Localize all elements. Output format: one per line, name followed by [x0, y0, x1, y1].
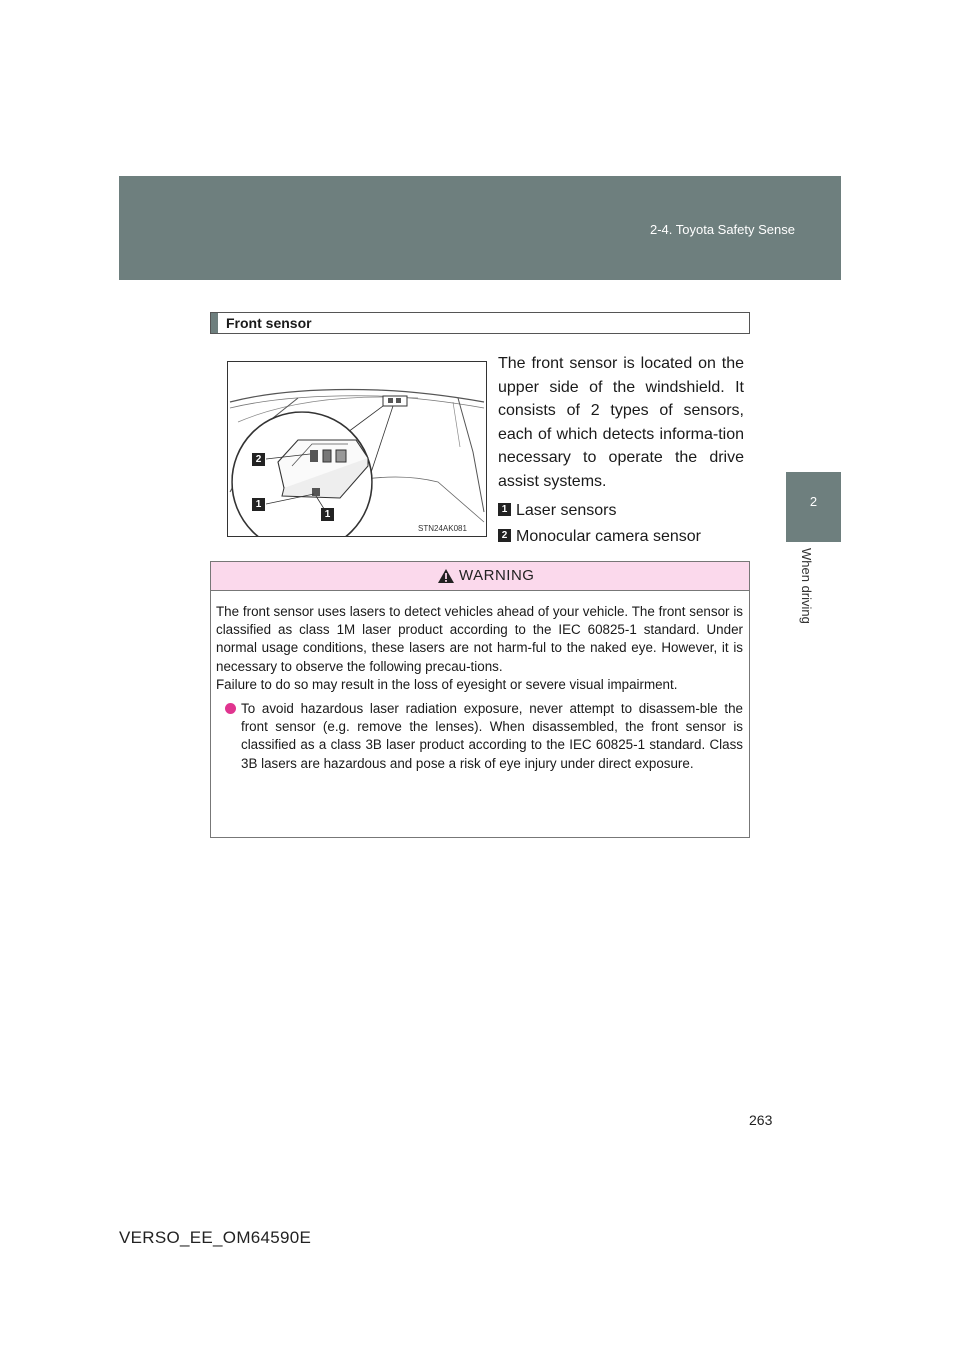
- legend-number: 1: [498, 503, 511, 516]
- warning-title: WARNING: [459, 567, 535, 584]
- callout-1a: 1: [252, 498, 265, 511]
- warning-bullet-text: To avoid hazardous laser radiation exposure, never attempt to disassem-ble the front sensor (e.g. remove the lenses). When disassembled, the front sensor is classified as a class 3B laser product according to the IEC 60825-1 standard. Class 3B lasers are hazardous and pose a risk of eye injury under direct exposure.: [241, 701, 743, 771]
- warning-header: [211, 562, 749, 591]
- chapter-number: 2: [809, 494, 818, 509]
- heading-accent-bar: [211, 313, 218, 333]
- chapter-label-text: When driving: [799, 548, 814, 624]
- legend-item-laser: [498, 500, 617, 522]
- page-number: 263: [749, 1112, 773, 1128]
- warning-paragraph-1: The front sensor uses lasers to detect vehicles ahead of your vehicle. The front sensor is classified as class 1M laser product according to the IEC 60825-1 standard. Under normal usage conditions, these lasers are not harm-ful to the naked eye. However, it is necessary to observe the following precau-tions.: [216, 604, 743, 674]
- legend-item-camera: [498, 526, 701, 548]
- page-header: [119, 176, 841, 280]
- header-section-title: 2-4. Toyota Safety Sense: [649, 222, 795, 237]
- warning-triangle-icon: [437, 568, 455, 584]
- legend-label: Monocular camera sensor: [516, 528, 701, 545]
- bullet-dot-icon: [225, 703, 236, 714]
- warning-paragraph-2: Failure to do so may result in the loss of eyesight or severe visual impairment.: [216, 676, 678, 692]
- chapter-label: [786, 548, 841, 638]
- legend-number: 2: [498, 529, 511, 542]
- warning-bullet-item: [225, 700, 743, 773]
- warning-box: [210, 561, 750, 838]
- intro-paragraph: The front sensor is located on the upper side of the windshield. It consists of 2 types of sensors, each of which detects informa-tion necessary to operate the drive assist systems.: [498, 355, 744, 490]
- document-code: VERSO_EE_OM64590E: [119, 1228, 312, 1247]
- section-heading: [210, 312, 750, 334]
- windshield-sensor-diagram: [228, 362, 486, 536]
- figure-code: STN24AK081: [418, 524, 467, 533]
- legend-label: Laser sensors: [516, 502, 617, 519]
- section-title: Front sensor: [226, 315, 312, 331]
- chapter-tab[interactable]: [786, 472, 841, 542]
- callout-1b: 1: [321, 508, 334, 521]
- sensor-illustration: [227, 361, 487, 537]
- warning-paragraph: [216, 603, 743, 694]
- callout-2: 2: [252, 453, 265, 466]
